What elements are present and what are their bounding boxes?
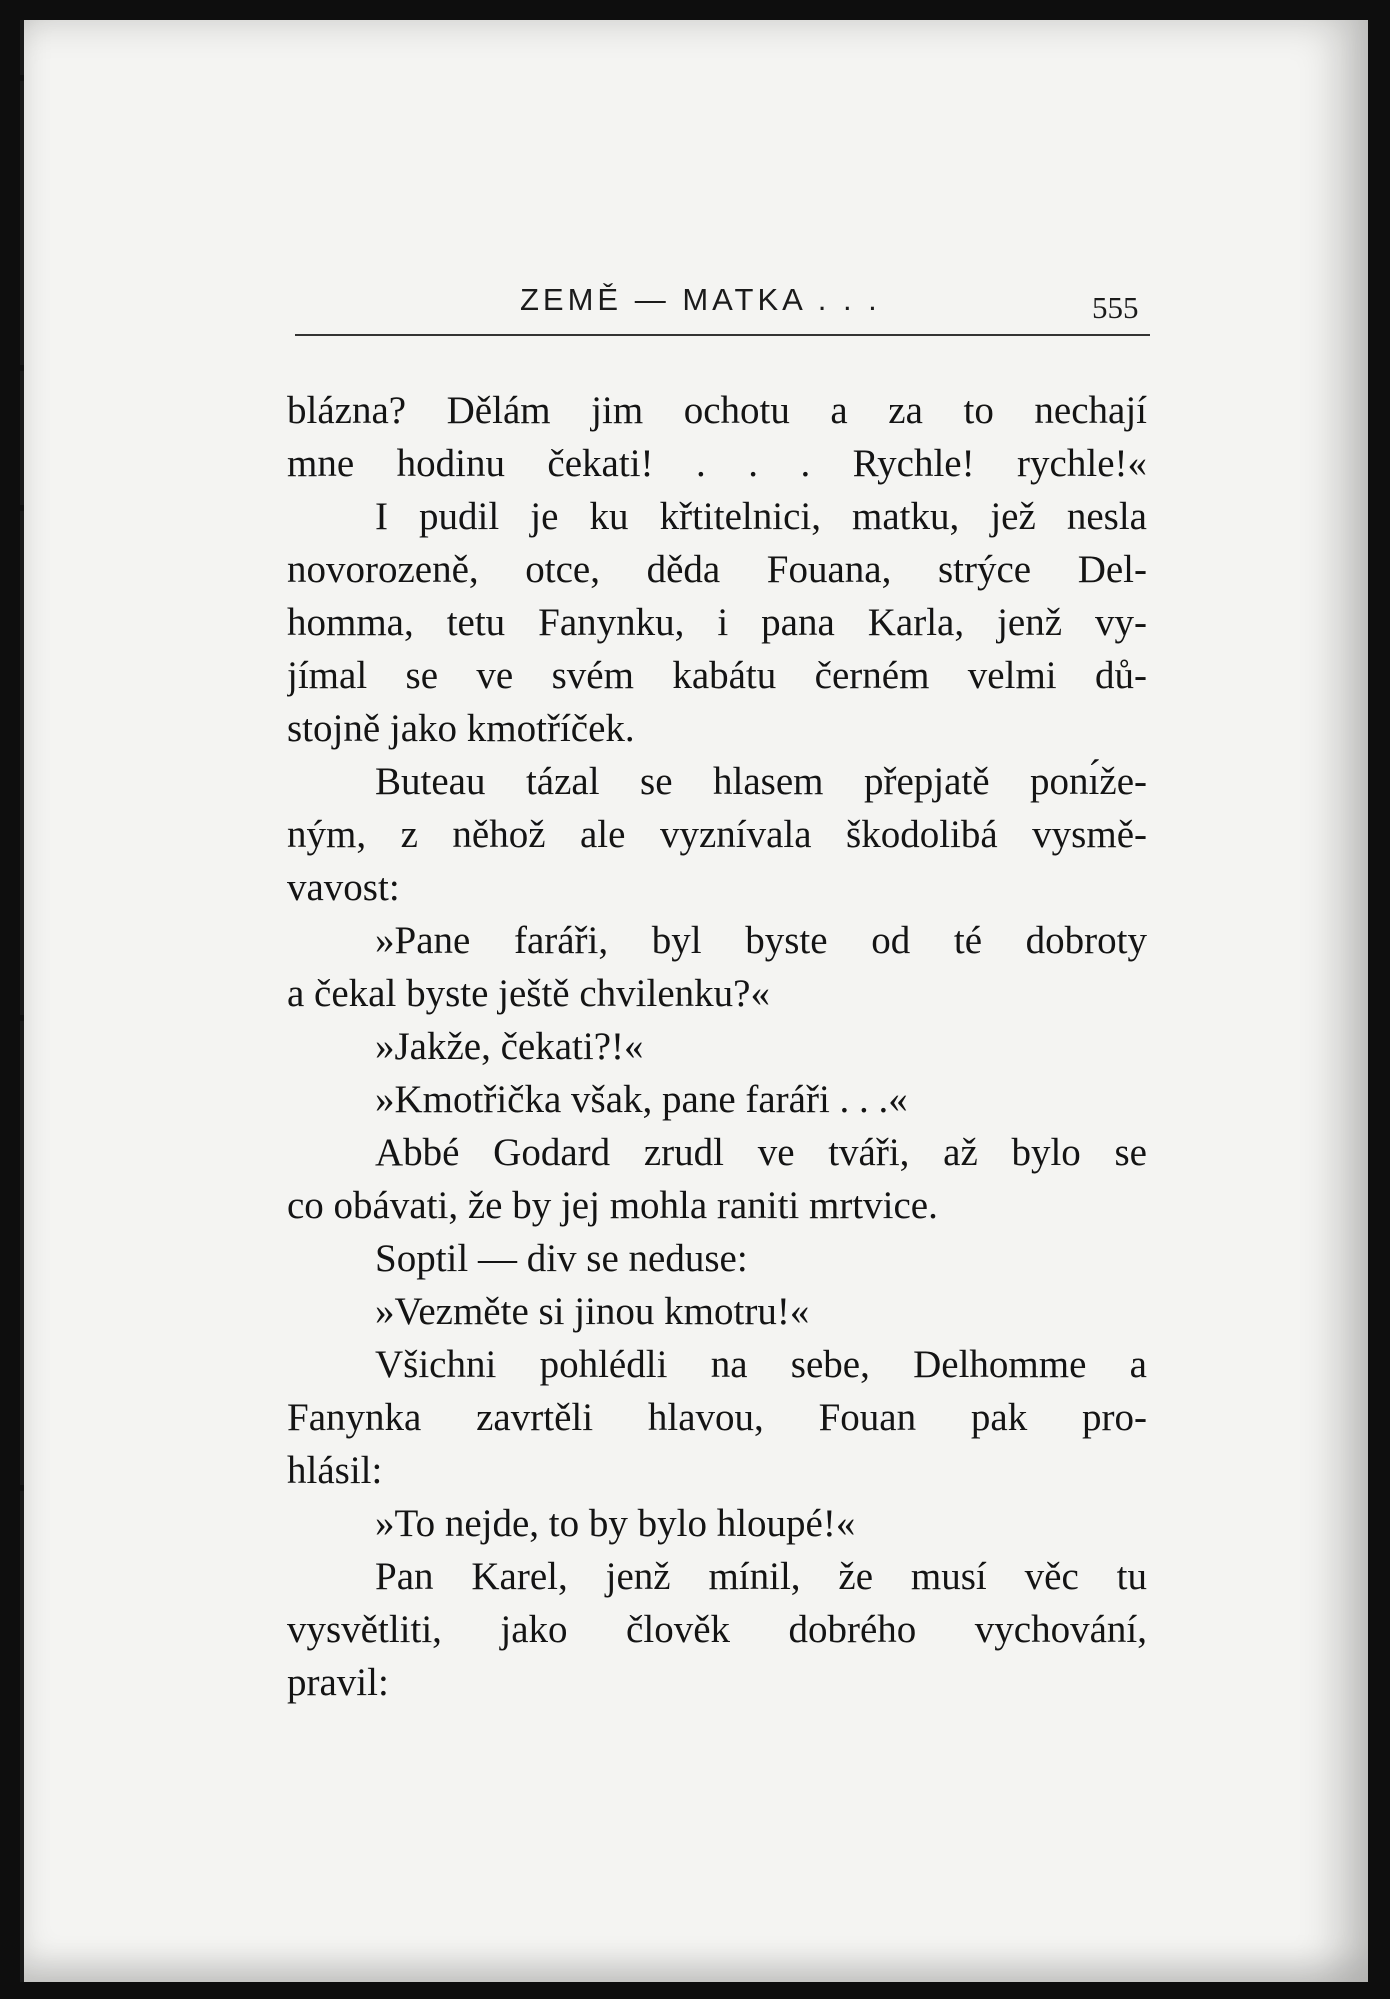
running-title: ZEMĚ — MATKA . . . <box>520 282 881 317</box>
text-line: blázna? Dělám jim ochotu a za to nechají <box>287 389 1147 432</box>
text-line: mne hodinu čekati! . . . Rychle! rychle!« <box>287 442 1147 485</box>
paragraph-first-line: »To nejde, to by bylo hloupé!« <box>375 1502 856 1545</box>
paragraph-first-line: »Kmotřička však, pane faráři . . .« <box>375 1078 908 1121</box>
paragraph-first-line: Soptil — div se neduse: <box>375 1237 748 1280</box>
text-line: jímal se ve svém kabátu černém velmi dů- <box>287 654 1147 697</box>
text-line: stojně jako kmotříček. <box>287 707 635 750</box>
text-line: hlásil: <box>287 1449 383 1492</box>
text-line: Fanynka zavrtěli hlavou, Fouan pak pro- <box>287 1396 1147 1439</box>
text-line: homma, tetu Fanynku, i pana Karla, jenž vy- <box>287 601 1147 644</box>
text-line: vavost: <box>287 866 400 909</box>
paragraph-first-line: »Jakže, čekati?!« <box>375 1025 644 1068</box>
paragraph-first-line: Abbé Godard zrudl ve tváři, až bylo se <box>375 1131 1147 1174</box>
text-line: co obávati, že by jej mohla raniti mrtvice. <box>287 1184 938 1227</box>
paragraph-first-line: »Vezměte si jinou kmotru!« <box>375 1290 810 1333</box>
paragraph-first-line: Buteau tázal se hlasem přepjatě ponı́že- <box>375 760 1147 803</box>
paragraph-first-line: Všichni pohlédli na sebe, Delhomme a <box>375 1343 1147 1386</box>
page-number: 555 <box>1092 290 1139 325</box>
paragraph-first-line: I pudil je ku křtitelnici, matku, jež nesla <box>375 495 1147 538</box>
paragraph-first-line: »Pane faráři, byl byste od té dobroty <box>375 919 1147 962</box>
text-line: a čekal byste ještě chvilenku?« <box>287 972 770 1015</box>
paragraph-first-line: Pan Karel, jenž mínil, že musí věc tu <box>375 1555 1147 1598</box>
text-line: novorozeně, otce, děda Fouana, strýce Del- <box>287 548 1147 591</box>
header-rule <box>295 334 1150 336</box>
body-text <box>287 384 1147 1709</box>
text-line: pravil: <box>287 1661 389 1704</box>
text-line: ným, z něhož ale vyznívala škodolibá vysmě- <box>287 813 1147 856</box>
text-line: vysvětliti, jako člověk dobrého vychování, <box>287 1608 1147 1651</box>
